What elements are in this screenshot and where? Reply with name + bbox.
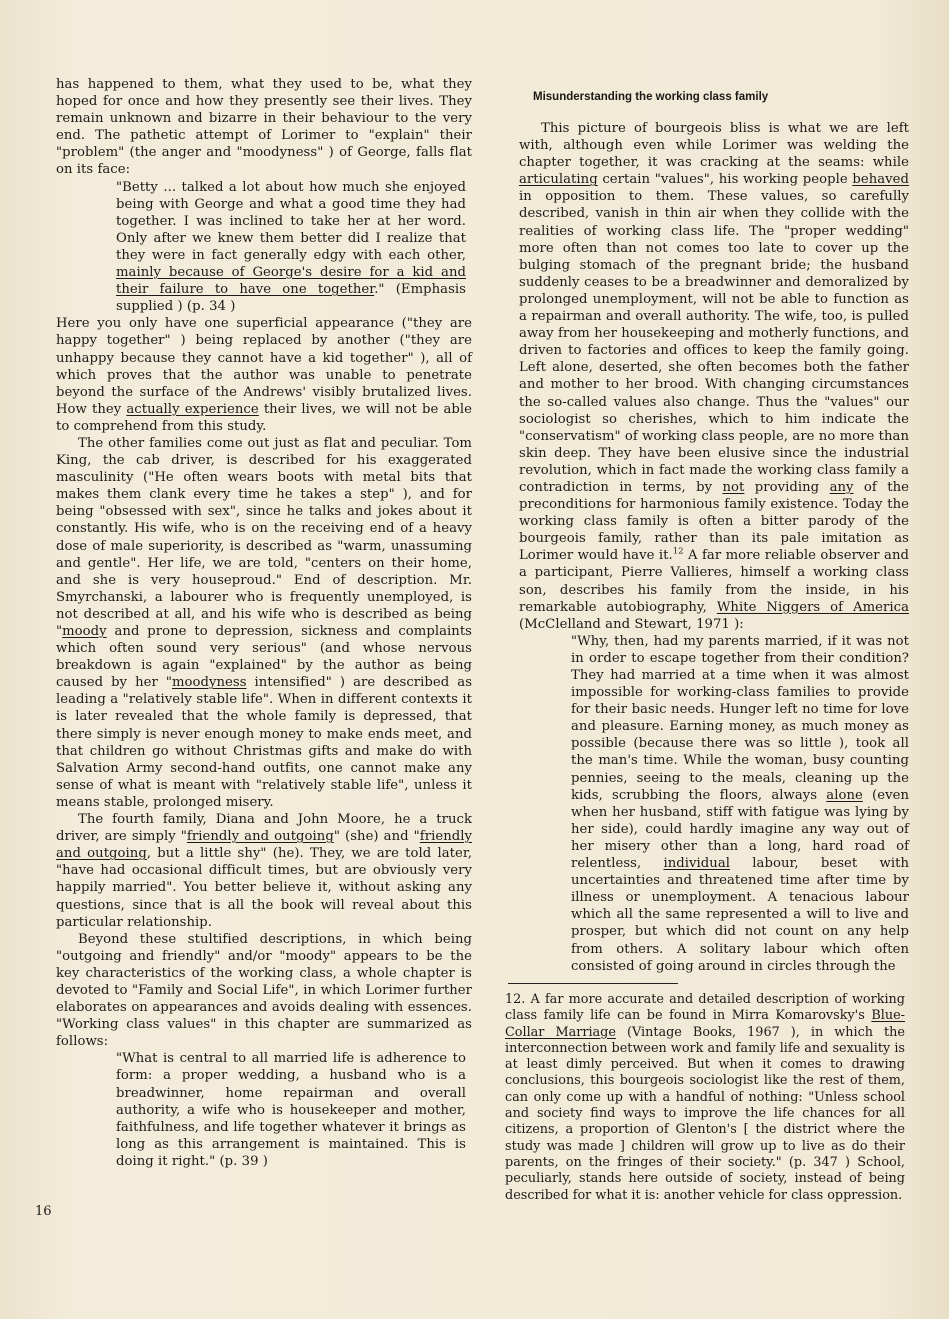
book-title: White Niggers of America xyxy=(716,599,909,615)
underlined-phrase: individual xyxy=(663,856,731,872)
page-number: 16 xyxy=(35,1204,52,1219)
text-run: (McClelland and Stewart, 1971 ): xyxy=(519,616,744,632)
quote-text: "Why, then, had my parents married, if it was not in order to escape together from their condition? They had married at a time when it was almost impossible for working-class families to provide for their basic needs. Hunger left no time for love and pleasure. Earning money, as much money as possible (because there was so little ), took all the man's time. While the woman, busy counting pennies, seeing to the meals, cleaning up the kids, scrubbing the floors, always xyxy=(571,633,909,803)
underlined-phrase: friendly and outgoing xyxy=(56,829,472,862)
quote-text: (even when her husband, stiff with fatigue was lying by her side), could hardly imagine any way out of her misery other than a long, hard road of relentless, xyxy=(571,787,909,872)
underlined-phrase: moody xyxy=(62,624,107,639)
text-run: , but a little shy" (he). They, we are told later, "have had occasional difficult times, but are obviously very happily married". You better believe it, without asking any questions, since that is all the book will reveal about this particular relationship. xyxy=(56,846,472,930)
text-run: intensified" ) are described as leading a "relatively stable life". When in different contexts it is later revealed that the whole family is depressed, that there simply is never enough money to make ends meet, and that children go without Christmas gifts and make do with Salvation Army second-hand outfits, one cannot make any sense of what is meant with "relatively stable life", unless it means stable, prolonged misery. xyxy=(56,675,473,810)
text-run: in opposition to them. These values, so carefully described, vanish in thin air when they collide with the realities of working class life. The "proper wedding" more often than not comes too late to cover up the bulging stomach of the pregnant bride; the husband suddenly ceases to be a breadwinner and demoralized by prolonged unemployment, will not be able to function as a repairman and overall authority. The wife, too, is pulled away from her housekeeping and motherly functions, and driven to factories and offices to keep the family going. Left alone, deserted, she often becomes both the father and mother to her brood. With changing circumstances the so-called values also change. Thus the "values" our sociologist so cherishes, which to him indicate the "conservatism" of working class people, are no more than skin deep. They have been elusive since the industrial revolution, which in fact made the working class family a contradiction in terms, by xyxy=(519,189,909,495)
text-run: providing xyxy=(744,479,830,495)
text-run: certain "values", his working people xyxy=(597,172,853,188)
lorimer-quote-1 xyxy=(116,179,466,316)
text-run: The fourth family, Diana and John Moore, he a truck driver, are simply " xyxy=(56,812,472,845)
underlined-phrase: moodyness xyxy=(171,675,247,691)
text-run: and prone to depression, sickness and complaints which often sound very serious" (and whose nervous breakdown is again "explained" by the author as being caused by her " xyxy=(56,624,472,691)
quote-text: "Betty ... talked a lot about how much she enjoyed being with George and what a good time they had together. I was inclined to take her at her word. Only after we knew them better did I realize that they were in fact generally edgy with each other, xyxy=(116,179,466,263)
left-paragraph-5: Beyond these stultified descriptions, in which being "outgoing and friendly" and/or "moody" appears to be the key characteristics of the working class, a whole chapter is devoted to "Family and Social Life", in which Lorimer further elaborates on appearances and avoids dealing with essences. "Working class values" in this chapter are summarized as follows: xyxy=(56,931,472,1050)
quote-text: labour, beset with uncertainties and threatened time after time by illness or unemployment. A tenacious labour which all the same represented a will to live and prosper, but which did not count on any help from others. A solitary labour which often consisted of going around in circles through the xyxy=(571,856,909,974)
text-run: This picture of bourgeois bliss is what we are left with, although even while Lorimer was welding the chapter together, it was cracking at the seams: while xyxy=(519,121,909,171)
section-heading: Misunderstanding the working class family xyxy=(533,91,769,103)
left-column xyxy=(56,76,472,1170)
text-run: (Vintage Books, 1967 ), in which the interconnection between work and family life and sexuality is at least dimly perceived. But when it comes to drawing conclusions, this bourgeois sociologist like the rest of them, can only come up with a handful of nothing: "Unless school and society find ways to improve the life chances for all citizens, a proportion of Glenton's [ the district where the study was made ] children will grow up to live as do their parents, on the fringes of their society." (p. 347 ) School, peculiarly, stands here outside of society, instead of being described for what it is: another vehicle for class oppression. xyxy=(505,1024,905,1203)
text-run: their lives, we will not be able to comprehend from this study. xyxy=(56,401,472,434)
quote-citation: ." (Emphasis supplied ) (p. 34 ) xyxy=(116,282,466,315)
underlined-phrase: actually experience xyxy=(126,401,259,417)
text-run: of the preconditions for harmonious family existence. Today the working class family is often a bitter parody of the bourgeois family, rather than its pale imitation as Lorimer would have it. xyxy=(519,479,909,564)
underlined-phrase: behaved xyxy=(852,172,909,188)
vallieres-quote xyxy=(571,633,909,975)
text-run: The other families come out just as flat and peculiar. Tom King, the cab driver, is described for his exaggerated masculinity ("He often wears boots with metal bits that makes them clank every time he takes a step" ), and for being "obsessed with sex", since he talks and jokes about it constantly. His wife, who is on the receiving end of a heavy dose of male superiority, is described as "warm, unassuming and gentle". Her life, we are told, "centers on their home, and she is very houseproud." End of description. Mr. Smyrchanski, a labourer who is frequently unemployed, is not described at all, and his wife who is described as being " xyxy=(56,435,472,639)
left-paragraph-4 xyxy=(56,811,472,931)
book-title: Blue-Collar Marriage xyxy=(505,1008,905,1040)
text-run: A far more reliable observer and a participant, Pierre Vallieres, himself a working class son, describes his family from the inside, in his remarkable autobiography, xyxy=(519,548,909,615)
left-paragraph-3 xyxy=(56,435,472,811)
footnote-divider xyxy=(508,983,678,984)
underlined-phrase: alone xyxy=(826,787,863,803)
footnote-marker: 12 xyxy=(672,546,684,557)
underlined-phrase: articulating xyxy=(519,172,598,188)
underlined-phrase: not xyxy=(722,479,745,495)
text-run: 12. A far more accurate and detailed description of working class family life can be found in Mirra Komarovsky's xyxy=(505,992,905,1024)
underlined-phrase: mainly because of George's desire for a kid and their failure to have one together xyxy=(116,265,466,298)
underlined-phrase: any xyxy=(829,479,854,495)
underlined-phrase: friendly and outgoing xyxy=(186,829,334,845)
footnote-12 xyxy=(505,992,905,1204)
text-run: " (she) and " xyxy=(333,829,420,845)
right-paragraph-1 xyxy=(519,120,909,633)
text-run: Here you only have one superficial appearance ("they are happy together" ) being replaced by another ("they are unhappy because they cannot have a kid together" ), all of which proves that the author was unable to penetrate beyond the surface of the Andrews' visibly brutalized lives. How they xyxy=(56,316,472,417)
left-paragraph-2 xyxy=(56,315,472,435)
left-paragraph-1: has happened to them, what they used to be, what they hoped for once and how they presently see their lives. They remain unknown and bizarre in their behaviour to the very end. The pathetic attempt of Lorimer to "explain" their "problem" (the anger and "moodyness" ) of George, falls flat on its face: xyxy=(56,77,472,178)
lorimer-quote-2: "What is central to all married life is adherence to form: a proper wedding, a husband who is a breadwinner, home repairman and overall authority, a wife who is housekeeper and mother, faithfulness, and life together whatever it brings as long as this arrangement is maintained. This is doing it right." (p. 39 ) xyxy=(116,1051,466,1169)
right-column xyxy=(519,120,909,975)
